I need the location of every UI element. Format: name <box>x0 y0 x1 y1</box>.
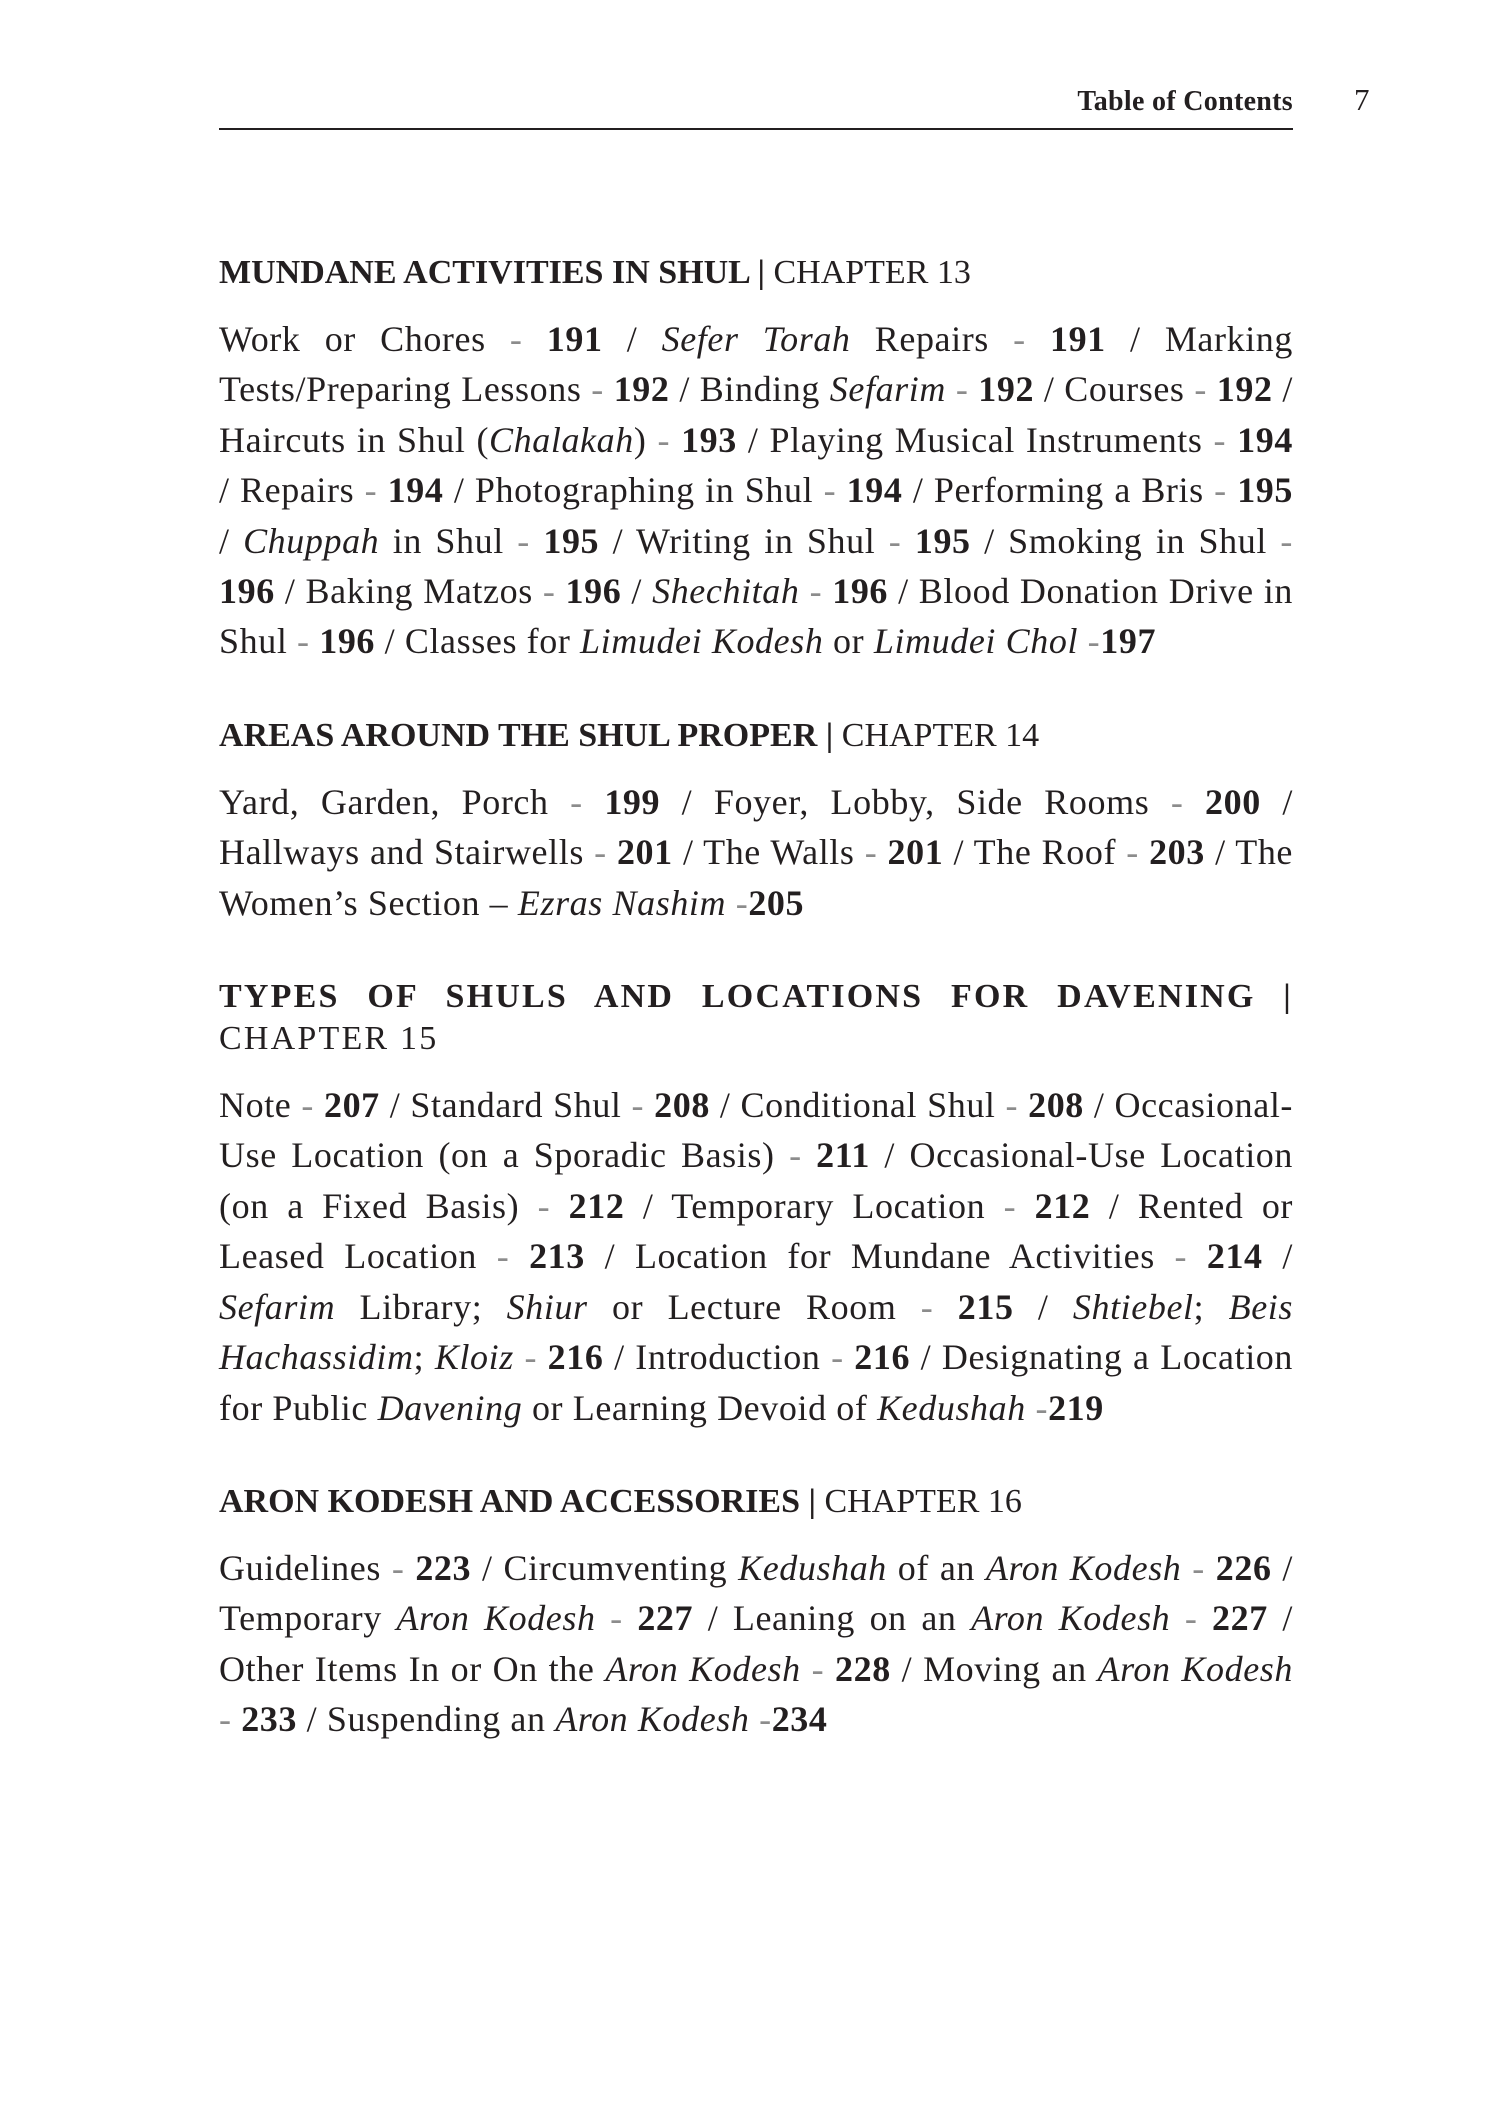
chapter-title: MUNDANE ACTIVITIES IN SHUL <box>219 254 749 291</box>
topic-text <box>1183 782 1205 822</box>
topic-text: / Photographing in Shul <box>443 470 824 511</box>
page-dash: - <box>524 1337 538 1378</box>
topic-text: / The Roof <box>943 832 1127 873</box>
page-ref: 223 <box>415 1547 472 1588</box>
chapter-entry <box>219 715 1293 928</box>
page-ref: 191 <box>546 319 603 359</box>
page-ref: 200 <box>1205 781 1261 822</box>
page-dash: - <box>1087 621 1101 662</box>
page-dash: - <box>537 1185 551 1226</box>
topic-text <box>1018 1085 1028 1125</box>
topic-text: / Binding <box>669 369 830 410</box>
chapter-topics <box>219 314 1293 667</box>
page-ref: 228 <box>835 1648 891 1689</box>
topic-text <box>550 1186 568 1226</box>
topic-text: / Blood Donation Drive in Shul <box>219 571 1293 662</box>
topic-text: / <box>219 520 244 561</box>
page-ref: 216 <box>854 1337 911 1378</box>
topic-text: / Other Items In or On the <box>219 1598 1293 1689</box>
chapter-number-label: CHAPTER 14 <box>841 716 1040 754</box>
topic-term: Chuppah <box>243 520 380 561</box>
topic-text: / Playing Musical Instruments <box>736 419 1214 460</box>
table-of-contents <box>219 252 1293 1793</box>
page-dash: - <box>1005 1085 1019 1126</box>
topic-text: / Suspending an <box>297 1699 556 1740</box>
chapter-separator: | <box>1255 978 1293 1016</box>
topic-text: or <box>823 621 874 662</box>
page-ref: 212 <box>1034 1185 1091 1226</box>
topic-text: / Designating a Location for Public <box>219 1337 1293 1428</box>
topic-text: or Learning Devoid of <box>522 1387 878 1428</box>
topic-text <box>824 1649 835 1689</box>
topic-text: / <box>602 319 662 359</box>
chapter-heading <box>219 1481 1293 1523</box>
topic-text <box>1181 1548 1192 1588</box>
chapter-number-label: CHAPTER 13 <box>773 254 971 291</box>
page-dash: - <box>1214 470 1227 511</box>
page-dash: - <box>1192 1547 1205 1588</box>
topic-term: Aron Kodesh <box>985 1547 1182 1588</box>
topic-text <box>799 571 809 611</box>
page-ref: 197 <box>1100 621 1157 662</box>
page-dash: - <box>809 571 823 612</box>
page-dash: - <box>496 1236 510 1277</box>
page-dash: - <box>219 1699 232 1740</box>
topic-text: / Classes for <box>375 621 581 662</box>
page-dash: - <box>517 520 530 561</box>
topic-text <box>623 1598 638 1638</box>
page-dash: - <box>1280 520 1293 561</box>
topic-text: / Temporary <box>219 1547 1294 1639</box>
chapter-topics <box>219 777 1293 928</box>
topic-text: / <box>1013 1286 1073 1327</box>
topic-text <box>933 1287 957 1327</box>
chapter-topics <box>219 1543 1293 1745</box>
topic-text: / Performing a Bris <box>902 470 1215 511</box>
page-dash: - <box>591 369 604 410</box>
page-dash: - <box>811 1648 825 1689</box>
topic-text <box>801 1649 812 1689</box>
topic-text <box>802 1135 816 1175</box>
page-ref: 208 <box>654 1085 710 1126</box>
page-ref: 227 <box>637 1598 694 1639</box>
topic-term: Shtiebel <box>1072 1286 1194 1327</box>
topic-text: or Lecture Room <box>587 1286 921 1327</box>
page-ref: 205 <box>748 882 805 923</box>
page-dash: - <box>542 571 556 612</box>
page-ref: 191 <box>1049 319 1106 359</box>
page-ref: 195 <box>914 520 971 561</box>
topic-text <box>946 369 956 409</box>
chapter-number-label: CHAPTER 16 <box>824 1482 1022 1520</box>
topic-term: Kedushah <box>877 1387 1026 1428</box>
topic-text <box>404 1548 415 1588</box>
topic-text: / Location for Mundane Activities <box>584 1236 1175 1277</box>
chapter-heading <box>219 715 1293 757</box>
topic-text <box>514 1337 525 1377</box>
topic-text: / Haircuts in Shul ( <box>219 369 1293 460</box>
page-ref: 201 <box>887 832 944 873</box>
topic-text <box>1078 621 1088 661</box>
topic-term: Limudei Chol <box>873 621 1079 662</box>
topic-text: Repairs <box>850 319 1014 359</box>
topic-text: / Baking Matzos <box>274 571 543 612</box>
page-dash: - <box>297 621 310 662</box>
topic-text: / The Women’s Section – <box>219 832 1293 923</box>
topic-term: Aron Kodesh <box>555 1699 750 1740</box>
page-ref: 193 <box>681 419 737 460</box>
page-dash: - <box>1184 1598 1198 1639</box>
topic-text <box>836 470 846 510</box>
page-ref: 226 <box>1215 1547 1272 1588</box>
topic-text: Guidelines <box>219 1547 392 1588</box>
page-dash: - <box>888 520 902 561</box>
topic-text <box>1205 1548 1216 1588</box>
topic-text: / Introduction <box>603 1337 832 1378</box>
topic-text: ; <box>413 1337 435 1378</box>
topic-text <box>555 571 565 611</box>
topic-text <box>1170 1598 1185 1638</box>
topic-text <box>670 420 681 460</box>
page-ref: 213 <box>529 1236 585 1277</box>
topic-text <box>1207 369 1217 409</box>
topic-term: Aron Kodesh <box>605 1648 801 1689</box>
chapter-entry <box>219 976 1293 1433</box>
page-ref: 208 <box>1028 1085 1084 1126</box>
page-ref: 199 <box>604 781 661 822</box>
page-ref: 196 <box>319 621 376 662</box>
page-ref: 195 <box>1237 470 1293 511</box>
topic-text: / Foyer, Lobby, Side Rooms <box>660 781 1171 822</box>
topic-text: / Repairs <box>219 470 365 511</box>
page-dash: - <box>759 1699 772 1740</box>
page-ref: 233 <box>241 1699 298 1740</box>
topic-text: / Writing in Shul <box>599 520 889 561</box>
chapter-separator: | <box>748 254 774 291</box>
page-ref: 215 <box>957 1286 1014 1327</box>
page-ref: 192 <box>1216 369 1273 410</box>
page-ref: 194 <box>846 470 903 511</box>
page-ref: 212 <box>568 1185 625 1226</box>
chapter-heading <box>219 252 1293 294</box>
page-ref: 196 <box>832 571 889 612</box>
topic-term: Sefer Torah <box>661 319 851 359</box>
page-dash: - <box>1174 1236 1188 1277</box>
page-dash: - <box>391 1547 405 1588</box>
page-ref: 192 <box>978 369 1035 410</box>
topic-term: Beis Hachassidim <box>219 1286 1293 1378</box>
topic-text <box>1227 470 1237 510</box>
topic-text <box>310 621 320 661</box>
topic-term: Sefarim <box>219 1286 336 1327</box>
chapter-title: AREAS AROUND THE SHUL PROPER <box>219 716 818 754</box>
page-dash: - <box>831 1337 844 1378</box>
topic-term: Limudei Kodesh <box>580 621 824 662</box>
topic-text <box>1197 1598 1212 1638</box>
page-dash: - <box>1035 1387 1049 1428</box>
page-dash: - <box>920 1286 934 1327</box>
page-ref: 219 <box>1048 1387 1104 1428</box>
topic-text: / Leaning on an <box>693 1598 972 1639</box>
topic-text: ; <box>1193 1286 1229 1327</box>
chapter-entry <box>219 252 1293 667</box>
page-dash: - <box>509 319 523 359</box>
page-dash: - <box>631 1085 645 1126</box>
topic-text: / Standard Shul <box>379 1085 632 1126</box>
topic-text <box>726 883 736 923</box>
running-head <box>219 82 1293 130</box>
page-ref: 234 <box>771 1699 828 1740</box>
topic-text <box>530 521 543 561</box>
topic-text: ) <box>633 419 658 460</box>
page-number: 7 <box>1354 82 1370 117</box>
topic-text: Work or Chores <box>219 319 510 359</box>
topic-text <box>901 521 914 561</box>
topic-text: / The Walls <box>672 832 865 873</box>
chapter-separator: | <box>799 1482 825 1520</box>
topic-term: Aron Kodesh <box>1097 1648 1294 1689</box>
topic-text <box>968 369 978 409</box>
topic-text: in Shul <box>379 520 518 561</box>
page-dash: - <box>594 832 607 873</box>
topic-text: Library; <box>335 1286 507 1327</box>
page-dash: - <box>1126 832 1139 873</box>
chapter-title: TYPES OF SHULS AND LOCATIONS FOR DAVENING <box>219 978 1256 1016</box>
topic-term: Aron Kodesh <box>396 1598 596 1639</box>
topic-text: / Circumventing <box>471 1547 739 1588</box>
page-ref: 194 <box>1237 419 1293 460</box>
topic-text <box>583 782 605 822</box>
page-ref: 195 <box>543 520 600 561</box>
topic-text <box>537 1337 548 1377</box>
page-dash: - <box>1194 369 1207 410</box>
topic-text <box>877 832 887 872</box>
topic-text <box>1139 832 1149 872</box>
page-ref: 211 <box>816 1135 870 1176</box>
topic-term: Ezras Nashim <box>517 882 727 923</box>
topic-term: Kedushah <box>738 1547 887 1588</box>
topic-text: / Marking Tests/Preparing Lessons <box>219 319 1294 410</box>
page-dash: - <box>955 369 969 410</box>
chapter-entry <box>219 1481 1293 1745</box>
topic-text: Note <box>219 1085 302 1126</box>
topic-text <box>749 1699 759 1739</box>
topic-text: / <box>1262 1236 1293 1277</box>
topic-text: / Temporary Location <box>624 1185 1004 1226</box>
page-dash: - <box>301 1085 314 1126</box>
page-dash: - <box>823 470 837 511</box>
topic-text <box>822 571 832 611</box>
topic-text: / Rented or Leased Location <box>219 1185 1294 1277</box>
topic-term: Aron Kodesh <box>971 1598 1171 1639</box>
chapter-topics <box>219 1080 1293 1433</box>
topic-term: Shiur <box>506 1286 588 1327</box>
page-ref: 196 <box>219 571 275 612</box>
topic-text <box>1016 1186 1034 1226</box>
topic-term: Davening <box>377 1387 523 1428</box>
page-dash: - <box>570 781 583 822</box>
topic-text: / Occasional-Use Location (on a Sporadic Basis) <box>219 1085 1294 1176</box>
page-ref: 216 <box>547 1337 604 1378</box>
chapter-number-label: CHAPTER 15 <box>219 1020 439 1058</box>
page-ref: 207 <box>323 1085 380 1126</box>
topic-text <box>314 1085 324 1125</box>
topic-text: Yard, Garden, Porch <box>219 781 571 822</box>
topic-text <box>1187 1236 1207 1276</box>
page-dash: - <box>1003 1185 1017 1226</box>
topic-text: / <box>621 571 653 612</box>
topic-text <box>607 832 617 872</box>
topic-text <box>604 369 614 409</box>
page-ref: 227 <box>1212 1598 1268 1639</box>
topic-text <box>1226 420 1237 460</box>
topic-text: / Courses <box>1034 369 1195 410</box>
running-title: Table of Contents <box>1077 86 1293 117</box>
topic-text <box>844 1337 855 1377</box>
topic-term: Chalakah <box>489 419 634 460</box>
topic-text <box>509 1236 529 1276</box>
topic-text <box>377 470 387 510</box>
topic-text <box>596 1598 611 1638</box>
page-dash: - <box>657 419 671 460</box>
page-dash: - <box>1170 781 1184 822</box>
topic-text <box>232 1699 242 1739</box>
chapter-heading <box>219 976 1293 1060</box>
page-ref: 201 <box>616 832 673 873</box>
topic-text <box>523 319 547 359</box>
page-dash: - <box>610 1598 623 1639</box>
page-dash: - <box>864 832 878 873</box>
topic-text: of an <box>886 1547 986 1588</box>
page-dash: - <box>1013 319 1026 359</box>
chapter-separator: | <box>817 716 842 754</box>
page-dash: - <box>735 882 749 923</box>
page-dash: - <box>789 1135 802 1176</box>
page-ref: 203 <box>1149 832 1205 873</box>
topic-term: Shechitah <box>652 571 800 612</box>
page-ref: 196 <box>565 571 622 612</box>
topic-text: / Occasional-Use Location (on a Fixed Basis) <box>219 1135 1293 1226</box>
topic-text <box>644 1085 654 1125</box>
page-ref: 214 <box>1206 1236 1263 1277</box>
topic-term: Sefarim <box>829 369 946 410</box>
topic-text: / Conditional Shul <box>709 1085 1006 1126</box>
chapter-title: ARON KODESH AND ACCESSORIES <box>219 1482 800 1520</box>
topic-text: / Moving an <box>890 1648 1098 1689</box>
page-ref: 194 <box>387 470 444 511</box>
topic-term: Kloiz <box>434 1337 514 1378</box>
topic-text: / Smoking in Shul <box>970 520 1281 561</box>
topic-text <box>1026 319 1050 359</box>
page-dash: - <box>364 470 378 511</box>
page-dash: - <box>1213 419 1227 460</box>
topic-text: / Hallways and Stairwells <box>219 781 1293 873</box>
page-ref: 192 <box>613 369 670 410</box>
